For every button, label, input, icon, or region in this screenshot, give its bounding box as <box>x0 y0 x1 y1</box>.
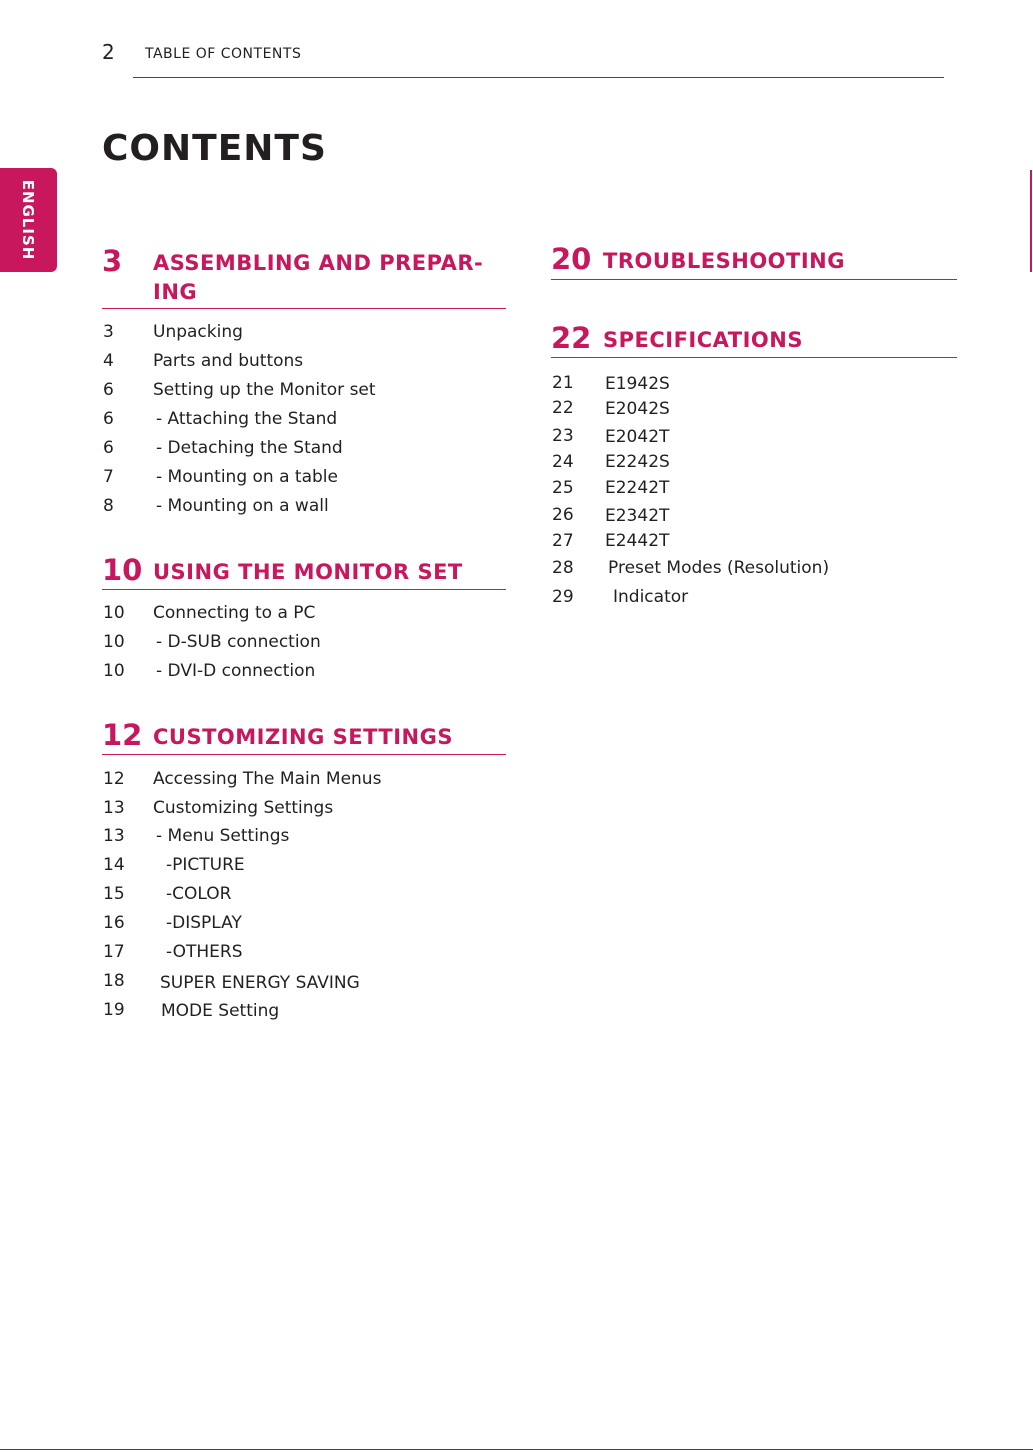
toc-entry[interactable]: Parts and buttons <box>153 351 304 371</box>
entry-page: 8 <box>103 496 114 516</box>
header-rule <box>133 77 944 78</box>
entry-page: 3 <box>103 322 114 342</box>
entry-page: 17 <box>103 942 125 962</box>
entry-page: 21 <box>552 373 574 393</box>
toc-entry[interactable]: E2242T <box>605 478 670 498</box>
entry-page: 6 <box>103 438 114 458</box>
language-tab <box>0 168 57 272</box>
toc-entry[interactable]: MODE Setting <box>161 1001 280 1021</box>
toc-entry[interactable]: -DISPLAY <box>166 913 242 933</box>
section-number[interactable]: 10 <box>102 553 143 587</box>
toc-entry[interactable]: Indicator <box>613 587 689 607</box>
page-number: 2 <box>102 40 115 64</box>
toc-entry[interactable]: -PICTURE <box>166 855 245 875</box>
section-number[interactable]: 3 <box>102 244 123 278</box>
toc-entry[interactable]: Unpacking <box>153 322 243 342</box>
entry-page: 6 <box>103 380 114 400</box>
entry-page: 4 <box>103 351 114 371</box>
section-title[interactable]: TROUBLESHOOTING <box>603 249 845 273</box>
entry-page: 14 <box>103 855 125 875</box>
toc-entry[interactable]: -COLOR <box>166 884 232 904</box>
page-title: CONTENTS <box>102 128 327 169</box>
entry-page: 12 <box>103 769 125 789</box>
language-tab-label: ENGLISH <box>19 179 37 261</box>
entry-page: 25 <box>552 478 574 498</box>
section-title[interactable]: USING THE MONITOR SET <box>153 560 463 584</box>
section-rule <box>102 589 506 590</box>
entry-page: 16 <box>103 913 125 933</box>
entry-page: 27 <box>552 531 574 551</box>
entry-page: 18 <box>103 971 125 991</box>
entry-page: 24 <box>552 452 574 472</box>
entry-page: 23 <box>552 426 574 446</box>
entry-page: 10 <box>103 603 125 623</box>
toc-entry[interactable]: Connecting to a PC <box>153 603 316 623</box>
toc-entry[interactable]: - Mounting on a wall <box>156 496 329 516</box>
toc-entry[interactable]: - DVI-D connection <box>156 661 316 681</box>
toc-entry[interactable]: E2042T <box>605 427 670 447</box>
toc-entry[interactable]: -OTHERS <box>166 942 243 962</box>
section-rule <box>102 754 506 755</box>
section-number[interactable]: 22 <box>551 321 592 355</box>
toc-entry[interactable]: - Mounting on a table <box>156 467 338 487</box>
toc-entry[interactable]: Accessing The Main Menus <box>153 769 382 789</box>
section-rule <box>551 357 957 358</box>
entry-page: 29 <box>552 587 574 607</box>
entry-page: 22 <box>552 398 574 418</box>
entry-page: 15 <box>103 884 125 904</box>
entry-page: 19 <box>103 1000 125 1020</box>
section-rule <box>551 279 957 280</box>
section-title-continued[interactable]: ING <box>153 280 198 304</box>
footer-rule <box>0 1449 1033 1450</box>
running-header: TABLE OF CONTENTS <box>145 46 302 62</box>
toc-entry[interactable]: SUPER ENERGY SAVING <box>160 973 360 993</box>
edge-marker <box>1030 170 1032 272</box>
entry-page: 6 <box>103 409 114 429</box>
entry-page: 28 <box>552 558 574 578</box>
toc-entry[interactable]: E2342T <box>605 506 670 526</box>
toc-entry[interactable]: Preset Modes (Resolution) <box>608 558 830 578</box>
entry-page: 13 <box>103 826 125 846</box>
section-title[interactable]: ASSEMBLING AND PREPAR- <box>153 251 484 275</box>
toc-entry[interactable]: E1942S <box>605 374 670 394</box>
toc-entry[interactable]: E2242S <box>605 452 670 472</box>
toc-entry[interactable]: E2042S <box>605 399 670 419</box>
section-rule <box>102 308 506 309</box>
toc-entry[interactable]: Setting up the Monitor set <box>153 380 376 400</box>
section-title[interactable]: CUSTOMIZING SETTINGS <box>153 725 453 749</box>
entry-page: 10 <box>103 632 125 652</box>
entry-page: 26 <box>552 505 574 525</box>
toc-entry[interactable]: - D-SUB connection <box>156 632 321 652</box>
entry-page: 13 <box>103 798 125 818</box>
entry-page: 10 <box>103 661 125 681</box>
toc-entry[interactable]: E2442T <box>605 531 670 551</box>
entry-page: 7 <box>103 467 114 487</box>
section-title[interactable]: SPECIFICATIONS <box>603 328 803 352</box>
section-number[interactable]: 12 <box>102 718 143 752</box>
toc-entry[interactable]: Customizing Settings <box>153 798 334 818</box>
toc-entry[interactable]: - Menu Settings <box>156 826 290 846</box>
toc-entry[interactable]: - Detaching the Stand <box>156 438 343 458</box>
section-number[interactable]: 20 <box>551 242 592 276</box>
toc-entry[interactable]: - Attaching the Stand <box>156 409 338 429</box>
